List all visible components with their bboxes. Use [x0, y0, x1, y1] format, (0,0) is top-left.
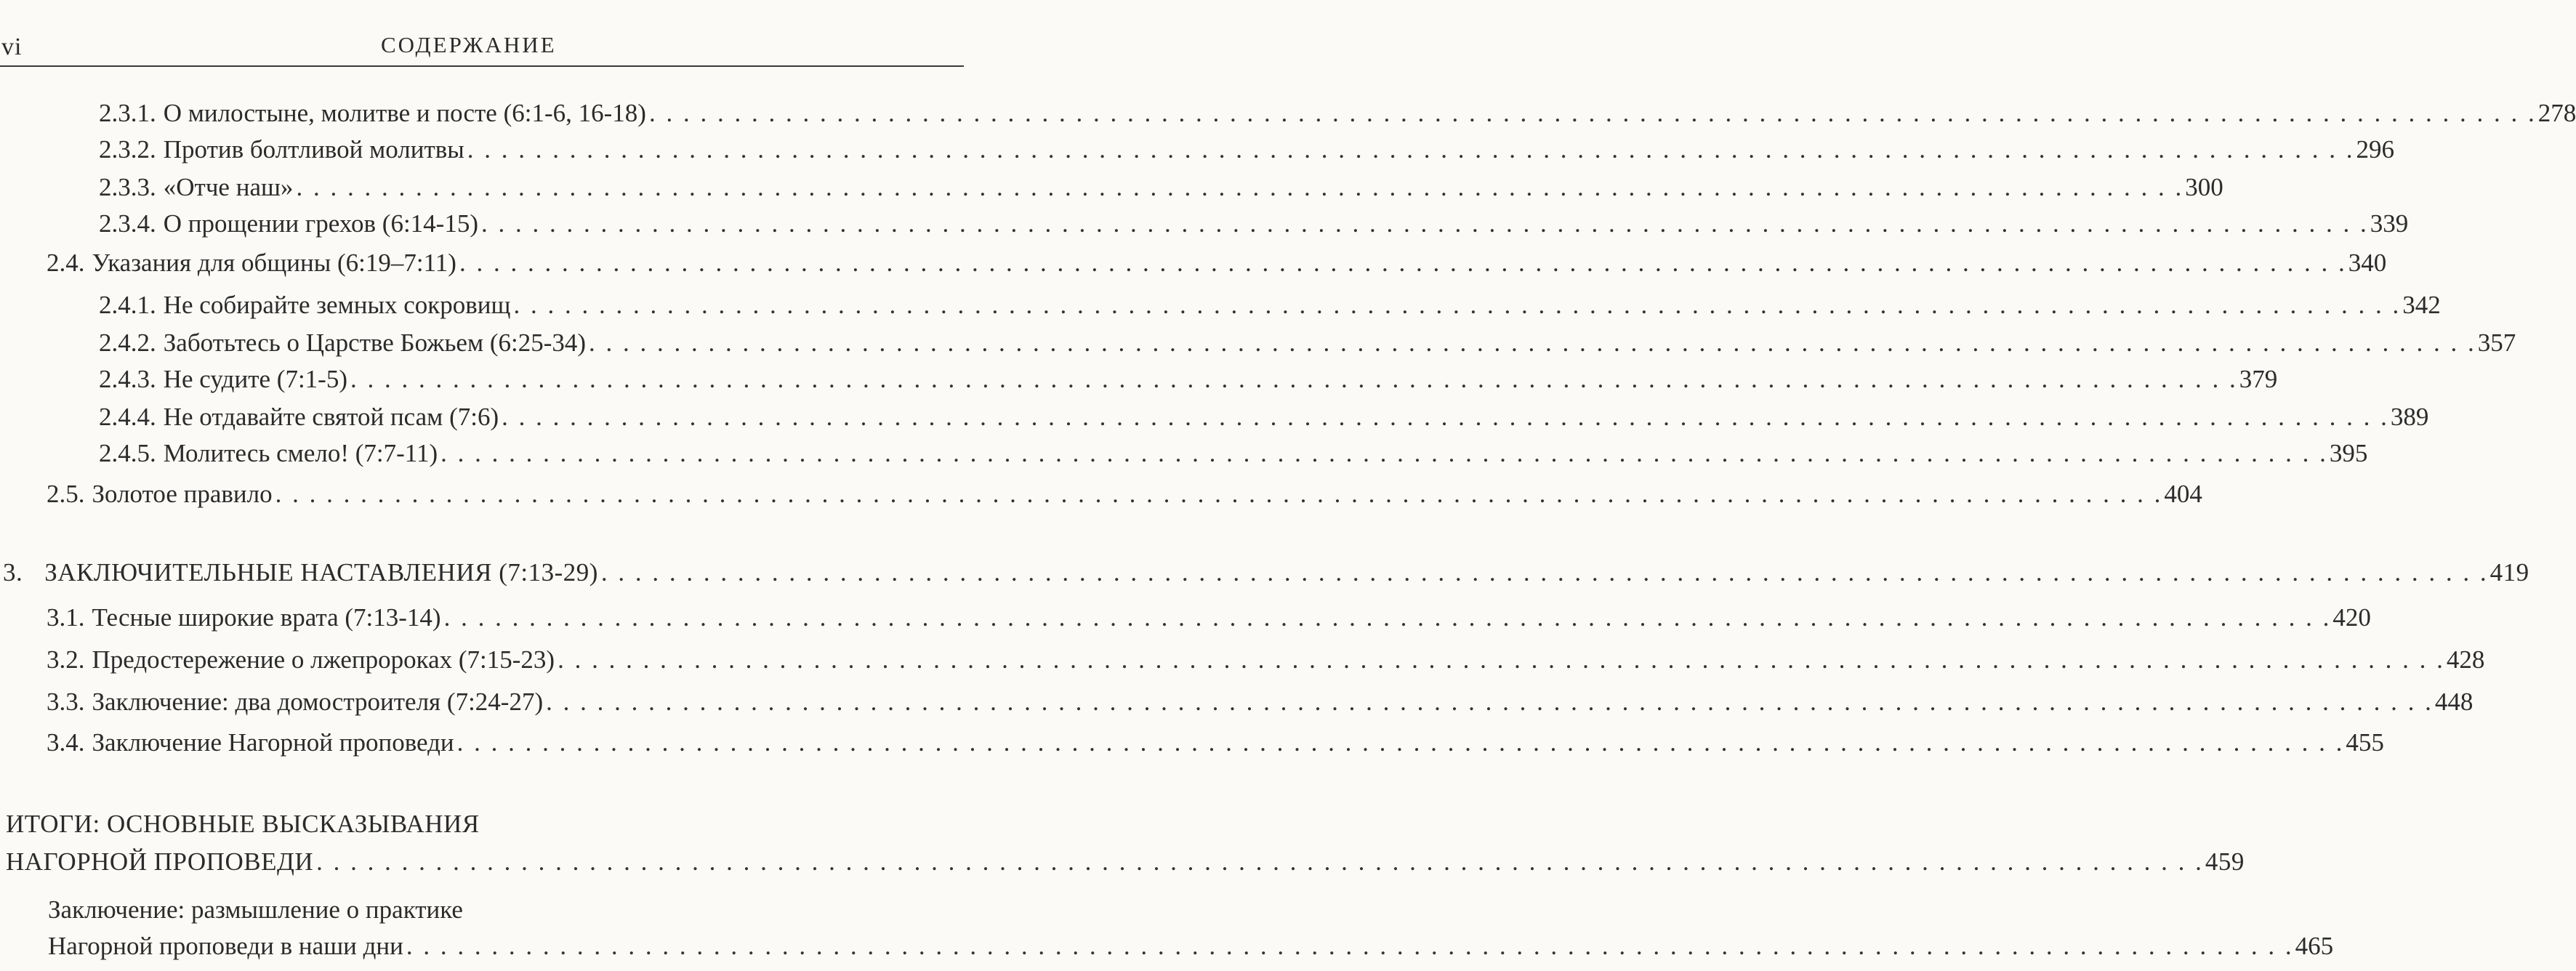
entry-number: 3.2. — [47, 645, 85, 674]
toc-entry-3[interactable] — [3, 558, 2529, 587]
toc-entry-2-4-4[interactable] — [99, 403, 2429, 432]
entry-page: 419 — [2490, 558, 2529, 587]
dot-leader: . . . . . . . . . . . . . . . . . . . . . . . . . . . . . . . . . . . . . . . . . . . . . . . . . . . . . . . . . . . . . . . . . . . . . . . . . . . . . . . . . . . . . . . . . . . . . . . . . . . . . . . . . . . . . . . — [513, 291, 2402, 319]
toc-entry-summary[interactable] — [6, 847, 2245, 877]
entry-page: 448 — [2434, 688, 2474, 716]
dot-leader: . . . . . . . . . . . . . . . . . . . . . . . . . . . . . . . . . . . . . . . . . . . . . . . . . . . . . . . . . . . . . . . . . . . . . . . . . . . . . . . . . . . . . . . . . . . . . . . . . . . . . . . . . . . . . . . — [459, 249, 2347, 277]
entry-number: 2.4.4. — [99, 403, 156, 431]
entry-page: 395 — [2329, 439, 2368, 467]
dot-leader: . . . . . . . . . . . . . . . . . . . . . . . . . . . . . . . . . . . . . . . . . . . . . . . . . . . . . . . . . . . . . . . . . . . . . . . . . . . . . . . . . . . . . . . . . . . . . . . . . . . . . . . . . . . . . . . — [589, 329, 2476, 357]
entry-title: О прощении грехов (6:14-15) — [163, 209, 478, 238]
entry-title: «Отче наш» — [163, 173, 294, 201]
entry-number: 3. — [3, 558, 23, 587]
entry-title: Указания для общины (6:19–7:11) — [92, 249, 456, 277]
dot-leader: . . . . . . . . . . . . . . . . . . . . . . . . . . . . . . . . . . . . . . . . . . . . . . . . . . . . . . . . . . . . . . . . . . . . . . . . . . . . . . . . . . . . . . . . . . . . . . . . . . . . . . . . . . . . . . . — [558, 645, 2445, 674]
toc-entry-3-2[interactable] — [47, 645, 2485, 674]
entry-number: 2.3.2. — [99, 135, 156, 164]
entry-page: 459 — [2205, 847, 2245, 876]
entry-page: 455 — [2346, 728, 2384, 757]
toc-entry-3-4[interactable] — [47, 728, 2384, 757]
entry-number: 2.4.5. — [99, 439, 156, 467]
entry-title: Не отдавайте святой псам (7:6) — [163, 403, 499, 431]
dot-leader: . . . . . . . . . . . . . . . . . . . . . . . . . . . . . . . . . . . . . . . . . . . . . . . . . . . . . . . . . . . . . . . . . . . . . . . . . . . . . . . . . . . . . . . . . . . . . . . . . . . . . . . . . . . . . . . — [481, 209, 2369, 238]
conclusion-heading-line1: Заключение: размышление о практике — [48, 895, 463, 924]
entry-number: 3.4. — [47, 728, 85, 757]
entry-title: Предостережение о лжепророках (7:15-23) — [92, 645, 555, 674]
entry-number: 2.3.1. — [99, 99, 156, 127]
entry-title: Молитесь смело! (7:7-11) — [163, 439, 438, 467]
dot-leader: . . . . . . . . . . . . . . . . . . . . . . . . . . . . . . . . . . . . . . . . . . . . . . . . . . . . . . . . . . . . . . . . . . . . . . . . . . . . . . . . . . . . . . . . . . . . . . . . . . . . . . . . . . . . . . . — [502, 403, 2389, 431]
entry-title: Нагорной проповеди в наши дни — [48, 932, 403, 960]
dot-leader: . . . . . . . . . . . . . . . . . . . . . . . . . . . . . . . . . . . . . . . . . . . . . . . . . . . . . . . . . . . . . . . . . . . . . . . . . . . . . . . . . . . . . . . . . . . . . . . . . . . . . . . . . . . . . . . — [600, 558, 2489, 587]
toc-entry-2-4-5[interactable] — [99, 439, 2368, 468]
entry-page: 428 — [2446, 645, 2485, 674]
toc-entry-2-4-2[interactable] — [99, 329, 2516, 358]
dot-leader: . . . . . . . . . . . . . . . . . . . . . . . . . . . . . . . . . . . . . . . . . . . . . . . . . . . . . . . . . . . . . . . . . . . . . . . . . . . . . . . . . . . . . . . . . . . . . . . . . . . . . . . . . . . . . . . — [406, 932, 2294, 960]
toc-entry-3-1[interactable] — [47, 603, 2371, 632]
entry-title: Золотое правило — [92, 480, 273, 508]
dot-leader: . . . . . . . . . . . . . . . . . . . . . . . . . . . . . . . . . . . . . . . . . . . . . . . . . . . . . . . . . . . . . . . . . . . . . . . . . . . . . . . . . . . . . . . . . . . . . . . . . . . . . . . . . . . . . . . — [275, 480, 2163, 508]
entry-title: Заботьтесь о Царстве Божьем (6:25-34) — [163, 329, 587, 357]
entry-title: НАГОРНОЙ ПРОПОВЕДИ — [6, 847, 314, 876]
entry-number: 2.4.1. — [99, 291, 156, 319]
entry-number: 3.3. — [47, 688, 85, 716]
entry-page: 278 — [2537, 99, 2576, 127]
toc-entry-2-4-1[interactable] — [99, 291, 2441, 320]
toc-entry-2-3-1[interactable] — [99, 99, 2576, 128]
dot-leader: . . . . . . . . . . . . . . . . . . . . . . . . . . . . . . . . . . . . . . . . . . . . . . . . . . . . . . . . . . . . . . . . . . . . . . . . . . . . . . . . . . . . . . . . . . . . . . . . . . . . . . . . . . . . . . . — [546, 688, 2434, 716]
entry-title: Заключение Нагорной проповеди — [92, 728, 454, 757]
dot-leader: . . . . . . . . . . . . . . . . . . . . . . . . . . . . . . . . . . . . . . . . . . . . . . . . . . . . . . . . . . . . . . . . . . . . . . . . . . . . . . . . . . . . . . . . . . . . . . . . . . . . . . . . . . . . . . . — [316, 847, 2204, 876]
toc-entry-2-4[interactable] — [47, 249, 2387, 278]
dot-leader: . . . . . . . . . . . . . . . . . . . . . . . . . . . . . . . . . . . . . . . . . . . . . . . . . . . . . . . . . . . . . . . . . . . . . . . . . . . . . . . . . . . . . . . . . . . . . . . . . . . . . . . . . . . . . . . — [296, 173, 2184, 201]
entry-title: Не судите (7:1-5) — [163, 365, 347, 393]
entry-page: 389 — [2390, 403, 2429, 431]
toc-entry-2-3-3[interactable] — [99, 173, 2223, 202]
dot-leader: . . . . . . . . . . . . . . . . . . . . . . . . . . . . . . . . . . . . . . . . . . . . . . . . . . . . . . . . . . . . . . . . . . . . . . . . . . . . . . . . . . . . . . . . . . . . . . . . . . . . . . . . . . . . . . . — [350, 365, 2238, 393]
entry-number: 2.4.2. — [99, 329, 156, 357]
entry-page: 342 — [2402, 291, 2441, 319]
entry-title: ЗАКЛЮЧИТЕЛЬНЫЕ НАСТАВЛЕНИЯ (7:13-29) — [44, 558, 598, 587]
entry-number: 3.1. — [47, 603, 85, 632]
entry-page: 420 — [2333, 603, 2371, 632]
toc-entry-conclusion[interactable] — [48, 932, 2334, 961]
toc-entry-2-4-3[interactable] — [99, 365, 2278, 394]
entry-title: О милостыне, молитве и посте (6:1-6, 16-18) — [163, 99, 646, 127]
toc-entry-3-3[interactable] — [47, 688, 2474, 717]
entry-page: 465 — [2295, 932, 2334, 960]
entry-number: 2.4. — [47, 249, 85, 277]
toc-entry-2-3-2[interactable] — [99, 135, 2395, 164]
entry-page: 357 — [2477, 329, 2516, 357]
page-number: vi — [1, 33, 23, 60]
entry-number: 2.3.3. — [99, 173, 156, 201]
entry-title: Тесные широкие врата (7:13-14) — [92, 603, 441, 632]
entry-number: 2.4.3. — [99, 365, 156, 393]
dot-leader: . . . . . . . . . . . . . . . . . . . . . . . . . . . . . . . . . . . . . . . . . . . . . . . . . . . . . . . . . . . . . . . . . . . . . . . . . . . . . . . . . . . . . . . . . . . . . . . . . . . . . . . . . . . . . . . — [443, 603, 2332, 632]
entry-page: 404 — [2164, 480, 2202, 508]
entry-title: Заключение: два домостроителя (7:24-27) — [92, 688, 544, 716]
entry-page: 339 — [2370, 209, 2409, 238]
dot-leader: . . . . . . . . . . . . . . . . . . . . . . . . . . . . . . . . . . . . . . . . . . . . . . . . . . . . . . . . . . . . . . . . . . . . . . . . . . . . . . . . . . . . . . . . . . . . . . . . . . . . . . . . . . . . . . . — [456, 728, 2345, 757]
dot-leader: . . . . . . . . . . . . . . . . . . . . . . . . . . . . . . . . . . . . . . . . . . . . . . . . . . . . . . . . . . . . . . . . . . . . . . . . . . . . . . . . . . . . . . . . . . . . . . . . . . . . . . . . . . . . . . . — [467, 135, 2355, 164]
toc-entry-2-3-4[interactable] — [99, 209, 2409, 238]
toc-entry-2-5[interactable] — [47, 480, 2202, 509]
entry-title: Не собирайте земных сокровищ — [163, 291, 511, 319]
entry-page: 296 — [2356, 135, 2395, 164]
entry-number: 2.5. — [47, 480, 85, 508]
dot-leader: . . . . . . . . . . . . . . . . . . . . . . . . . . . . . . . . . . . . . . . . . . . . . . . . . . . . . . . . . . . . . . . . . . . . . . . . . . . . . . . . . . . . . . . . . . . . . . . . . . . . . . . . . . . . . . . — [440, 439, 2328, 467]
page-header — [0, 29, 968, 65]
entry-page: 340 — [2348, 249, 2387, 277]
entry-page: 379 — [2239, 365, 2278, 393]
dot-leader: . . . . . . . . . . . . . . . . . . . . . . . . . . . . . . . . . . . . . . . . . . . . . . . . . . . . . . . . . . . . . . . . . . . . . . . . . . . . . . . . . . . . . . . . . . . . . . . . . . . . . . . . . . . . . . . — [648, 99, 2537, 127]
entry-title: Против болтливой молитвы — [163, 135, 464, 164]
header-rule — [0, 65, 964, 67]
entry-number: 2.3.4. — [99, 209, 156, 238]
running-title: СОДЕРЖАНИЕ — [381, 32, 557, 57]
summary-heading-line1: ИТОГИ: ОСНОВНЫЕ ВЫСКАЗЫВАНИЯ — [6, 810, 480, 838]
entry-page: 300 — [2185, 173, 2223, 201]
